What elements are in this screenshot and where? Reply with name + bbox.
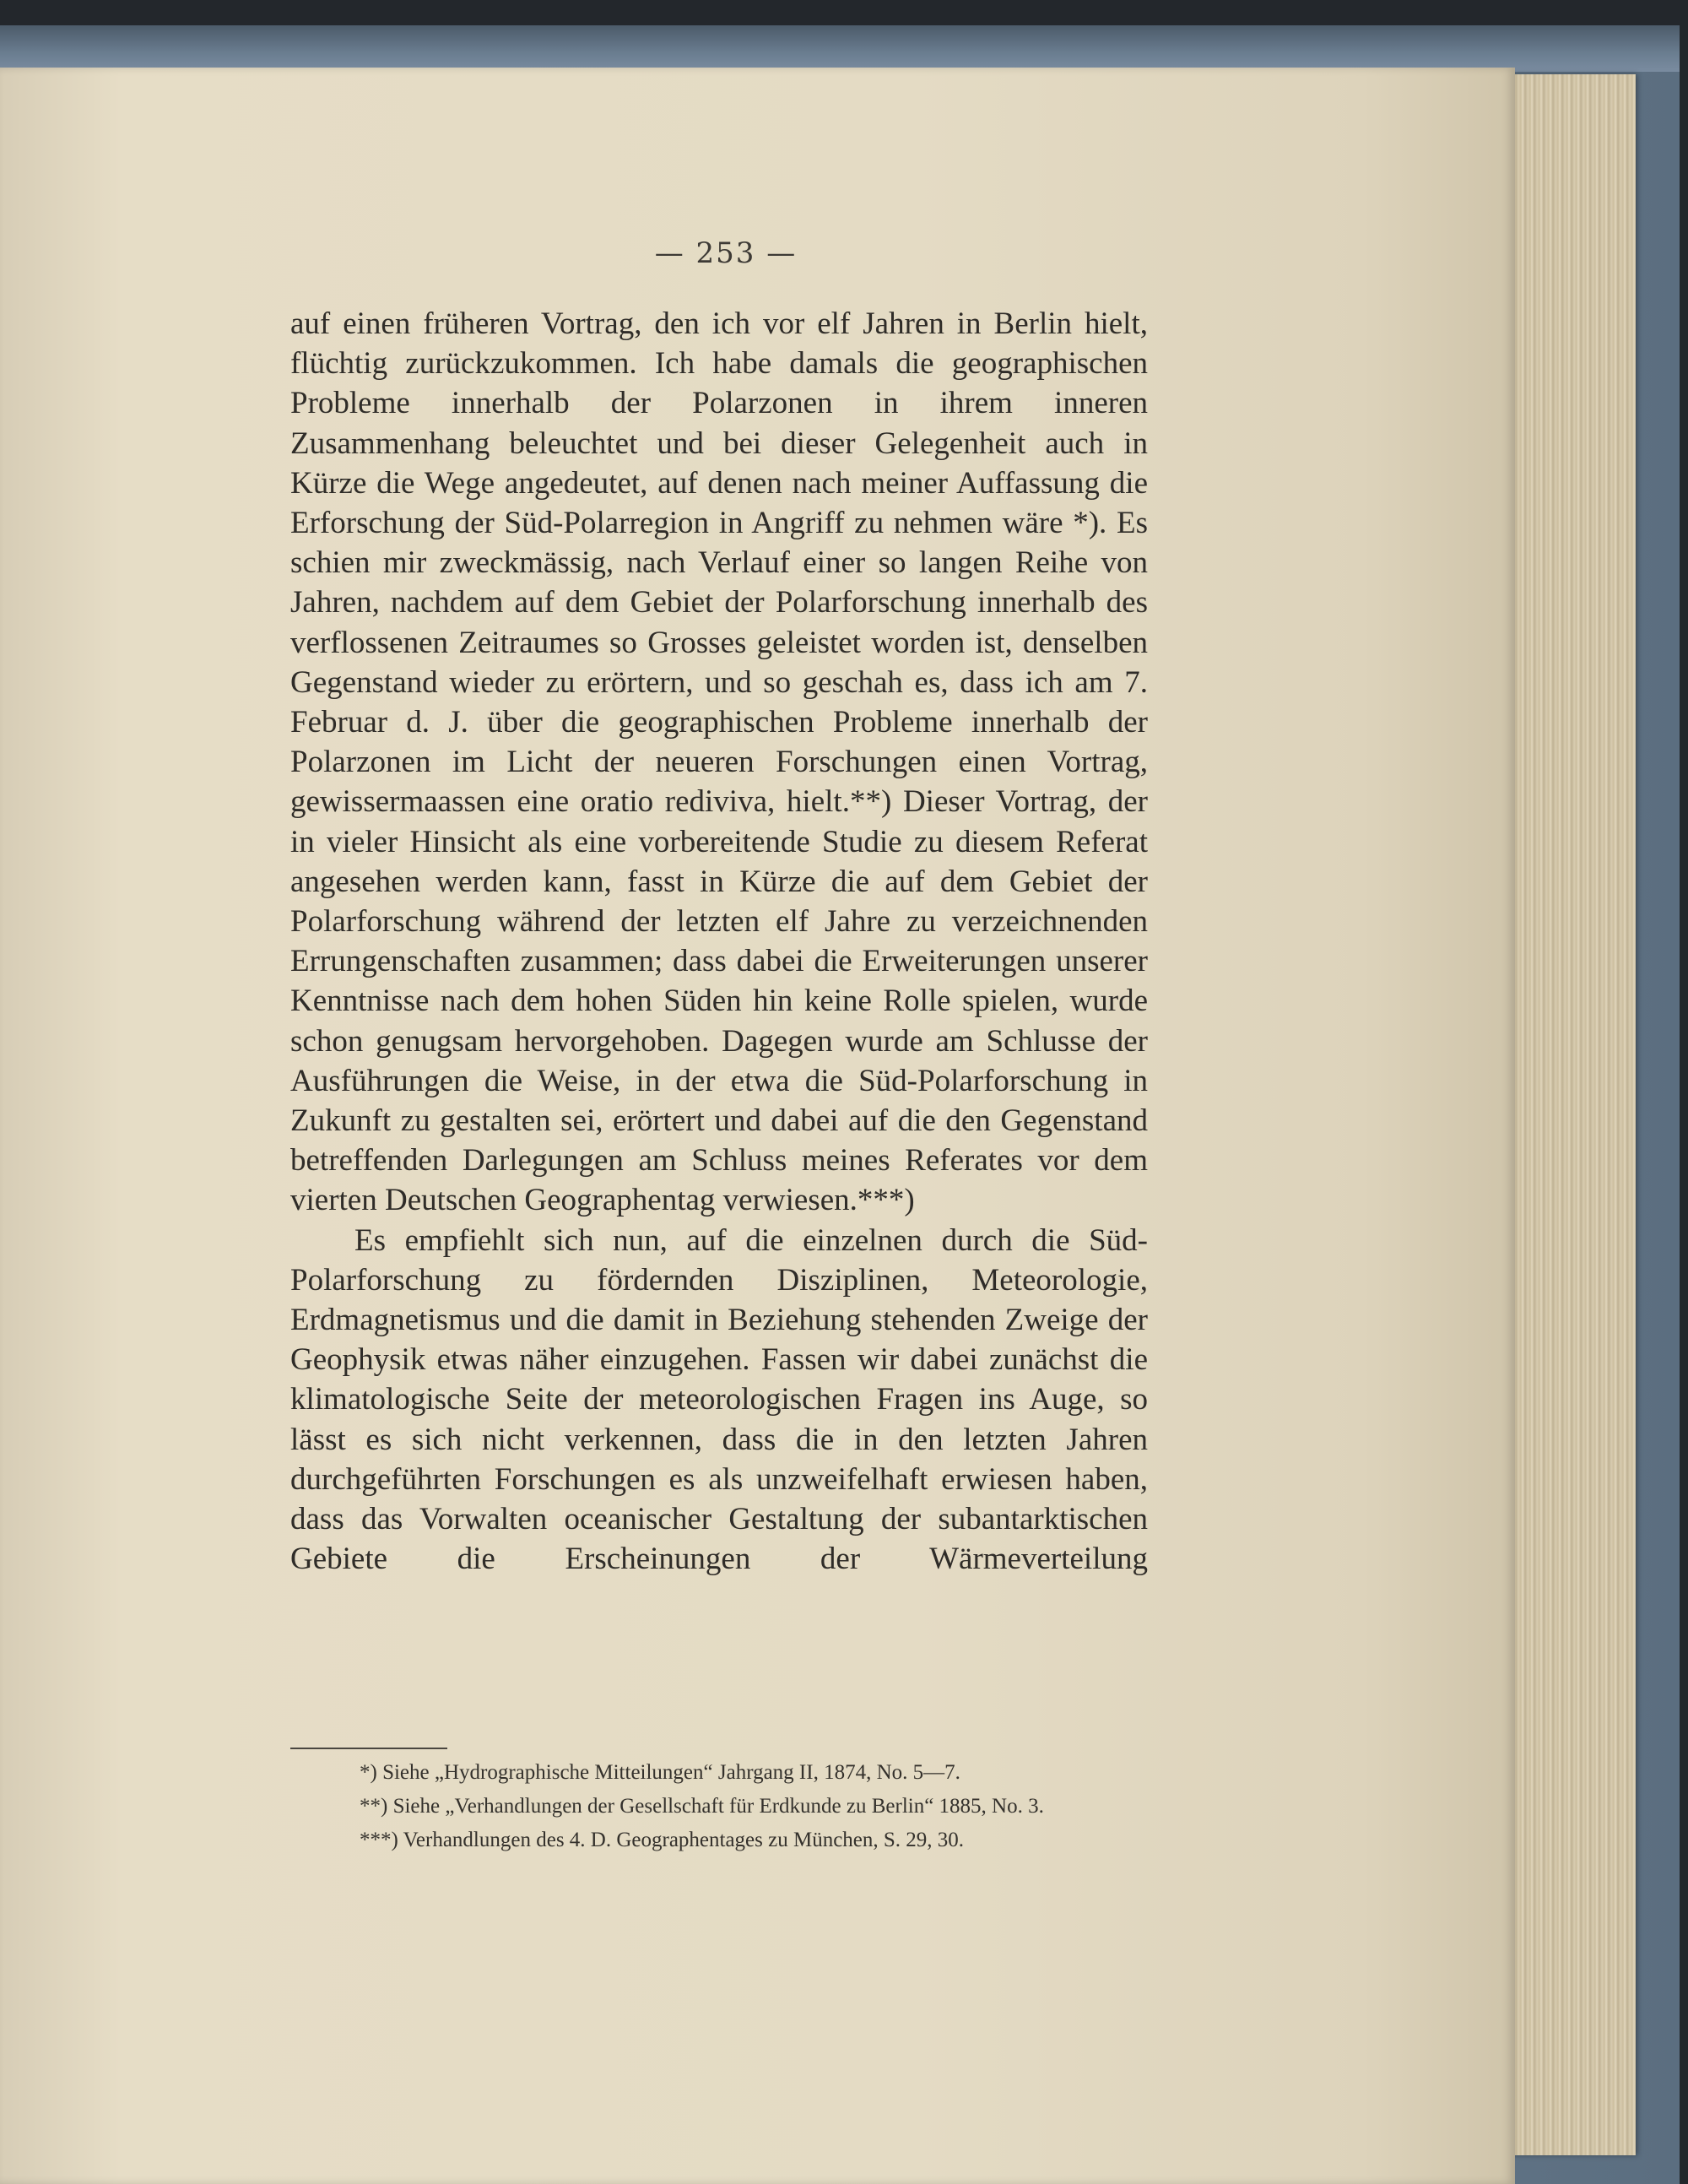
- footnote-rule: [290, 1748, 447, 1749]
- body-text: [290, 304, 1148, 1580]
- paragraph-2: Es empfiehlt sich nun, auf die einzelnen durch die Süd-Polarforschung zu fördernden Disziplinen, Meteorologie, Erdmagnetismus und die damit in Beziehung stehenden Zweige der Geophysik etwas näher einzugehen. Fassen wir dabei zunächst die klimatologische Seite der meteorologischen Fragen ins Auge, so lässt es sich nicht verkennen, dass die in den letzten Jahren durchgeführten Forschungen es als unzweifelhaft erwiesen haben, dass das Vorwalten oceanischer Gestaltung der subantarktischen Gebiete die Erscheinungen der Wärmeverteilung: [290, 1222, 1148, 1577]
- cover-top-edge: [0, 25, 1680, 72]
- footnote-2: **) Siehe „Verhandlungen der Gesellschaft für Erdkunde zu Berlin“ 1885, No. 3.: [360, 1795, 1044, 1818]
- paragraph-1: auf einen früheren Vortrag, den ich vor elf Jahren in Berlin hielt, flüchtig zurückzukommen. Ich habe damals die geographischen Probleme innerhalb der Polarzonen in ihrem inneren Zusammenhang beleuchtet und bei dieser Gelegenheit auch in Kürze die Wege angedeutet, auf denen nach meiner Auffassung die Erforschung der Süd-Polarregion in Angriff zu nehmen wäre *). Es schien mir zweckmässig, nach Verlauf einer so langen Reihe von Jahren, nachdem auf dem Gebiet der Polarforschung innerhalb des verflossenen Zeitraumes so Grosses geleistet worden ist, denselben Gegenstand wieder zu erörtern, und so geschah es, dass ich am 7. Februar d. J. über die geographischen Probleme innerhalb der Polarzonen im Licht der neueren Forschungen einen Vortrag, gewissermaassen eine oratio rediviva, hielt.**) Dieser Vortrag, der in vieler Hinsicht als eine vorbereitende Studie zu diesem Referat angesehen werden kann, fasst in Kürze die auf dem Gebiet der Polarforschung während der letzten elf Jahre zu verzeichnenden Errungenschaften zusammen; dass dabei die Erweiterungen unserer Kenntnisse nach dem hohen Süden hin keine Rolle spielen, wurde schon genugsam hervorgehoben. Dagegen wurde am Schlusse der Ausführungen die Weise, in der etwa die Süd-Polarforschung in Zukunft zu gestalten sei, erörtert und dabei auf die den Gegenstand betreffenden Darlegungen am Schluss meines Referates vor dem vierten Deutschen Geographentag verwiesen.***): [290, 306, 1148, 1218]
- footnote-3: ***) Verhandlungen des 4. D. Geographentages zu München, S. 29, 30.: [360, 1829, 965, 1851]
- page-number: — 253 —: [654, 236, 798, 270]
- page-edges: [1507, 74, 1636, 2155]
- footnote-1: *) Siehe „Hydrographische Mitteilungen“ Jahrgang II, 1874, No. 5—7.: [360, 1761, 960, 1784]
- footnotes: [290, 1756, 1148, 1857]
